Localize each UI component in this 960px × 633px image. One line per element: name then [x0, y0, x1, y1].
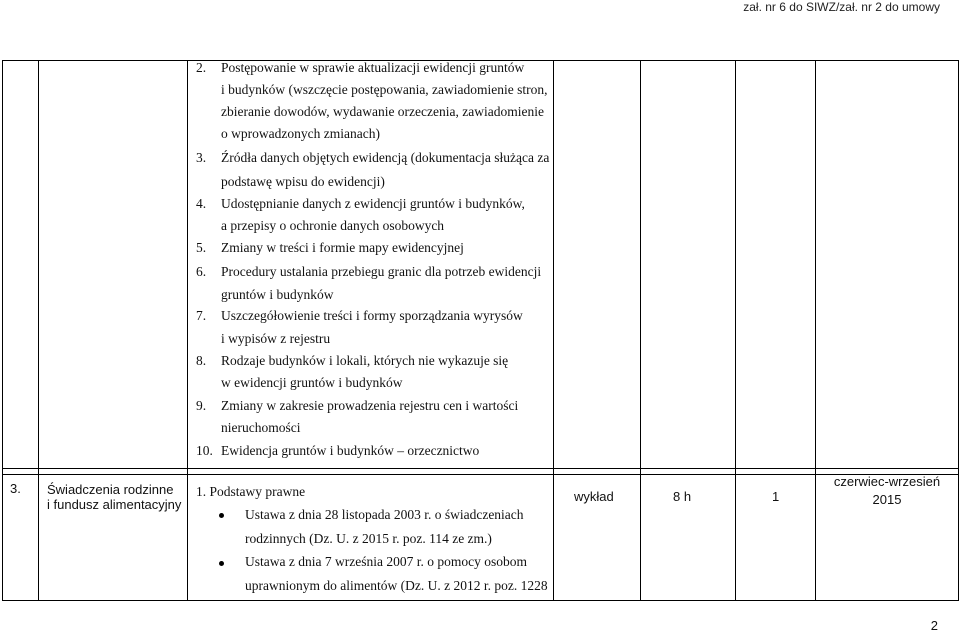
topic-number: 3. [196, 150, 207, 165]
topic-line: Ewidencja gruntów i budynków – orzecznictwo [221, 443, 480, 458]
table-border [553, 60, 554, 601]
table-border [735, 60, 736, 601]
groups-count: 1 [772, 489, 780, 504]
topic-line: nieruchomości [221, 420, 301, 435]
topic-line: gruntów i budynków [221, 287, 334, 302]
topic-number: 2. [196, 60, 207, 75]
topic-number: 7. [196, 308, 207, 323]
topic-line: i wypisów z rejestru [221, 331, 331, 346]
table-border [815, 60, 816, 601]
topic-line: i budynków (wszczęcie postępowania, zawiadomienie stron, [221, 82, 548, 97]
legal-basis-line: Ustawa z dnia 28 listopada 2003 r. o świadczeniach [245, 507, 524, 522]
term-line: 2015 [872, 492, 902, 507]
topic-line: o wprowadzonych zmianach) [221, 126, 380, 141]
hours-count: 8 h [673, 489, 692, 504]
table-border [958, 60, 959, 601]
topic-line: Udostępnianie danych z ewidencji gruntów i budynków, [221, 196, 525, 211]
table-border [640, 60, 641, 601]
subject-line: i fundusz alimentacyjny [47, 497, 182, 512]
page-number: 2 [930, 618, 938, 633]
document-reference: zał. nr 6 do SIWZ/zał. nr 2 do umowy [743, 0, 940, 14]
table-border [187, 60, 188, 601]
topic-line: podstawę wpisu do ewidencji) [221, 174, 385, 189]
bullet-icon [219, 513, 224, 518]
legal-basis-line: uprawnionym do alimentów (Dz. U. z 2012 r. poz. 1228 [245, 578, 548, 593]
table-border [38, 60, 39, 601]
topic-line: Zmiany w zakresie prowadzenia rejestru cen i wartości [221, 398, 519, 413]
legal-basis-line: rodzinnych (Dz. U. z 2015 r. poz. 114 ze zm.) [245, 531, 492, 546]
content-heading: 1. Podstawy prawne [196, 484, 306, 499]
subject-line: Świadczenia rodzinne [47, 482, 174, 497]
topic-line: Rodzaje budynków i lokali, których nie wykazuje się [221, 353, 509, 368]
topic-number: 4. [196, 196, 207, 211]
form-of-classes: wykład [574, 489, 614, 504]
topic-number: 8. [196, 353, 207, 368]
topic-number: 10. [196, 443, 213, 458]
legal-basis-line: Ustawa z dnia 7 września 2007 r. o pomocy osobom [245, 554, 527, 569]
topic-number: 6. [196, 264, 207, 279]
topic-line: zbieranie dowodów, wydawanie orzeczenia, zawiadomienie [221, 104, 544, 119]
table-border [2, 60, 3, 601]
topic-line: a przepisy o ochronie danych osobowych [221, 218, 445, 233]
topic-line: Źródła danych objętych ewidencją (dokumentacja służąca za [221, 150, 550, 165]
topic-line: w ewidencji gruntów i budynków [221, 375, 403, 390]
topic-line: Procedury ustalania przebiegu granic dla potrzeb ewidencji [221, 264, 542, 279]
topic-line: Postępowanie w sprawie aktualizacji ewidencji gruntów [221, 60, 525, 75]
topic-number: 5. [196, 240, 207, 255]
bullet-icon [219, 561, 224, 566]
row-number: 3. [10, 481, 21, 496]
topic-line: Zmiany w treści i formie mapy ewidencyjnej [221, 240, 464, 255]
topic-line: Uszczegółowienie treści i formy sporządzania wyrysów [221, 308, 523, 323]
topic-number: 9. [196, 398, 207, 413]
term-line: czerwiec-wrzesień [833, 474, 941, 489]
